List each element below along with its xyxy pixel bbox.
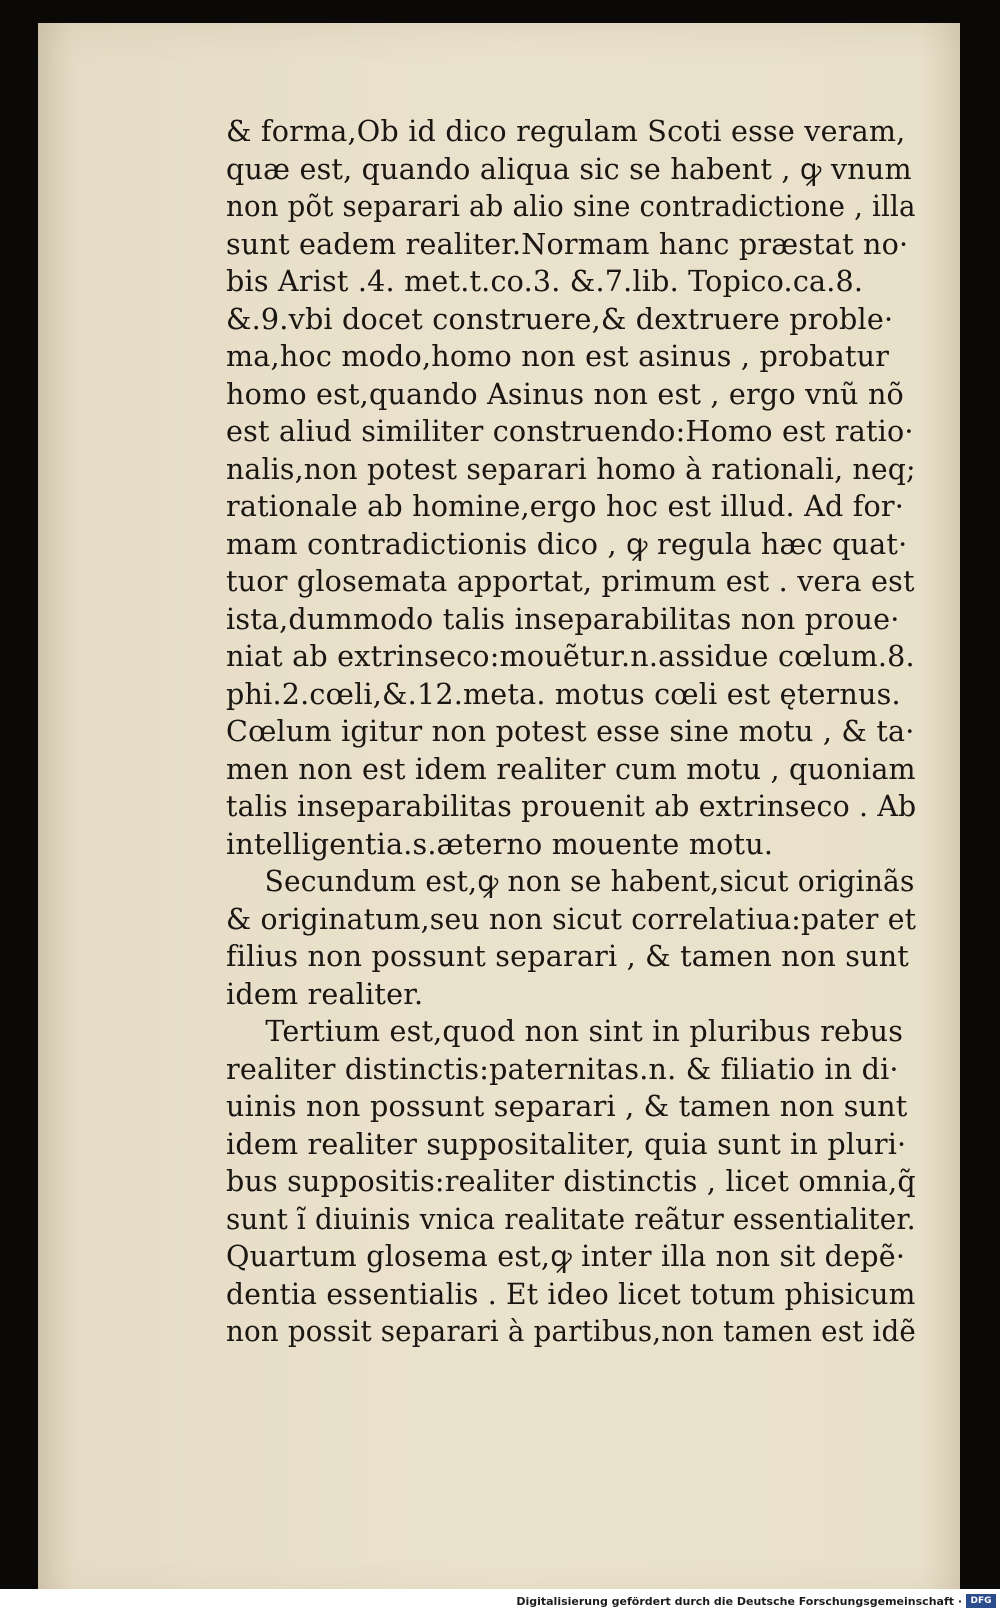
text-line: non põt separari ab alio sine contradictione , illa	[226, 189, 916, 223]
text-line: homo est,quando Asinus non est , ergo vnũ nõ	[226, 376, 904, 411]
text-line: & originatum,seu non sicut correlatiua:pater et	[226, 901, 917, 936]
text-line: &.9.vbi docet construere,& dextruere proble·	[226, 301, 894, 336]
text-line: idem realiter suppositaliter, quia sunt in pluri·	[226, 1126, 907, 1161]
paragraph-start-line: Tertium est,quod non sint in pluribus rebus	[265, 1014, 904, 1048]
text-line: tuor glosemata apportat, primum est . vera est	[226, 564, 915, 598]
text-line: ma,hoc modo,homo non est asinus , probatur	[226, 339, 890, 373]
text-line: idem realiter.	[226, 976, 424, 1011]
text-line: filius non possunt separari , & tamen non sunt	[226, 939, 909, 973]
dfg-credit-text: Digitalisierung gefördert durch die Deutsche Forschungsgemeinschaft ·	[516, 1595, 962, 1608]
paragraph-start-line: Secundum est,ꝙ non se habent,sicut originãs	[264, 864, 915, 898]
text-line: non possit separari à partibus,non tamen est idẽ	[226, 1314, 916, 1348]
page-text	[226, 113, 926, 1351]
text-line: niat ab extrinseco:mouẽtur.n.assidue cœlum.8.	[226, 639, 915, 673]
text-line: Quartum glosema est,ꝙ inter illa non sit depẽ·	[226, 1239, 906, 1273]
text-line: mam contradictionis dico , ꝙ regula hæc quat·	[226, 526, 908, 561]
text-line: sunt ĩ diuinis vnica realitate reãtur essentialiter.	[226, 1201, 916, 1236]
text-line: & forma,Ob id dico regulam Scoti esse veram,	[226, 114, 906, 148]
text-line: est aliud similiter construendo:Homo est ratio·	[226, 414, 914, 448]
text-line: bis Arist .4. met.t.co.3. &.7.lib. Topico.ca.8.	[226, 264, 864, 298]
dfg-logo-icon: DFG	[966, 1594, 996, 1608]
text-line: realiter distinctis:paternitas.n. & filiatio in di·	[226, 1051, 899, 1086]
text-line: phi.2.cœli,&.12.meta. motus cœli est ęternus.	[226, 676, 901, 711]
text-line: talis inseparabilitas prouenit ab extrinseco . Ab	[226, 789, 917, 823]
text-line: sunt eadem realiter.Normam hanc præstat no·	[226, 226, 909, 261]
book-page	[38, 23, 960, 1601]
text-line: dentia essentialis . Et ideo licet totum phisicum	[226, 1276, 916, 1311]
text-line: ista,dummodo talis inseparabilitas non proue·	[226, 601, 900, 636]
text-line: Cœlum igitur non potest esse sine motu , & ta·	[226, 714, 915, 748]
text-line: bus suppositis:realiter distinctis , licet omnia,q̃	[226, 1164, 916, 1198]
text-line: rationale ab homine,ergo hoc est illud. Ad for·	[226, 489, 905, 523]
footer-bar	[0, 1589, 1000, 1611]
text-line: uinis non possunt separari , & tamen non sunt	[226, 1089, 908, 1123]
text-line: nalis,non potest separari homo à rationali, neq;	[226, 451, 916, 486]
text-line: intelligentia.s.æterno mouente motu.	[226, 826, 774, 861]
text-line: men non est idem realiter cum motu , quoniam	[226, 751, 916, 786]
text-line: quæ est, quando aliqua sic se habent , ꝙ vnum	[226, 151, 912, 186]
